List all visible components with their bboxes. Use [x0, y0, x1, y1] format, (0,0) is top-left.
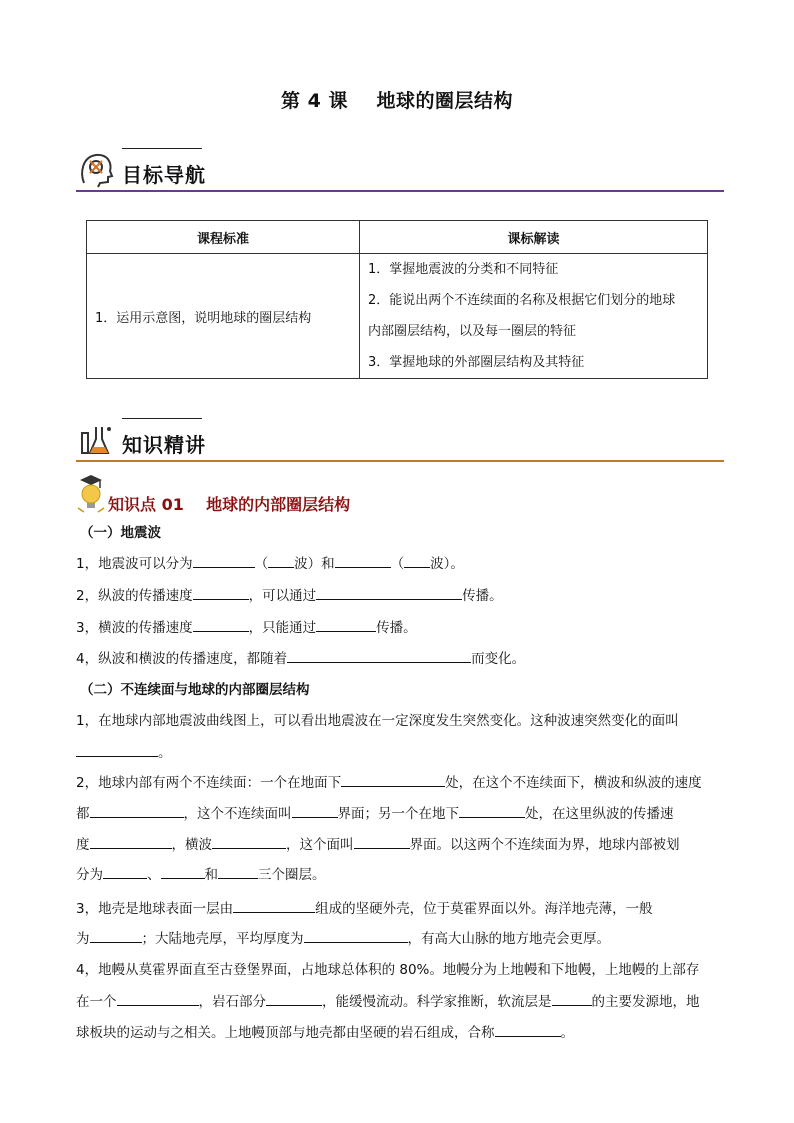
section-header-knowledge — [76, 418, 724, 462]
text: 波）。 — [430, 556, 464, 572]
text: ，只能通过 — [248, 620, 317, 636]
text-line — [76, 960, 726, 980]
text: （ — [254, 556, 269, 572]
text: 界面；另一个在地下 — [337, 806, 459, 822]
text: 的主要发源地，地 — [591, 994, 700, 1010]
table-line: 2．能说出两个不连续面的名称及根据它们划分的地球 — [368, 293, 676, 308]
text-line — [76, 772, 726, 793]
text: 传播。 — [376, 620, 417, 636]
text: 组成的坚硬外壳，位于莫霍界面以外。海洋地壳薄，一般 — [315, 901, 653, 917]
blank[interactable] — [212, 834, 286, 849]
text: ，能缓慢流动。科学家推断，软流层是 — [322, 994, 552, 1010]
section-rule — [76, 460, 724, 462]
text: 分为 — [76, 867, 103, 883]
text: 都 — [76, 806, 90, 822]
section-header-target — [76, 148, 724, 192]
table-line: 1．掌握地震波的分类和不同特征 — [368, 262, 559, 277]
table-line: 3．掌握地球的外部圈层结构及其特征 — [368, 355, 585, 370]
text: 。 — [560, 1025, 574, 1041]
text: ，可以通过 — [248, 588, 317, 604]
blank[interactable] — [268, 553, 294, 568]
blank[interactable] — [459, 803, 525, 818]
page-title: 第 4 课 地球的圈层结构 — [281, 90, 513, 112]
text-line — [76, 1022, 726, 1043]
text-line — [76, 898, 726, 919]
text-line — [76, 617, 726, 638]
text: 2，纵波的传播速度 — [76, 588, 193, 604]
table-header: 课程标准 — [87, 221, 360, 254]
text: 、 — [147, 867, 161, 883]
table-header: 课标解读 — [360, 221, 708, 254]
text: ，有高大山脉的地方地壳会更厚。 — [407, 931, 610, 947]
blank[interactable] — [193, 585, 249, 600]
text: 界面。以这两个不连续面为界，地球内部被划 — [409, 837, 680, 853]
text-line — [76, 648, 726, 669]
text: 在一个 — [76, 994, 117, 1010]
text: 。 — [158, 745, 172, 761]
text: 球板块的运动与之相关。上地幔顶部与地壳都由坚硬的岩石组成，合称 — [76, 1025, 495, 1041]
text-line — [76, 711, 726, 731]
blank[interactable] — [76, 742, 158, 757]
text: ，这个面叫 — [286, 837, 354, 853]
graduate-bulb-icon — [76, 472, 106, 514]
blank[interactable] — [266, 991, 322, 1006]
text: ；大陆地壳厚，平均厚度为 — [141, 931, 304, 947]
text: ，横波 — [171, 837, 212, 853]
blank[interactable] — [304, 928, 408, 943]
text: 而变化。 — [471, 651, 526, 667]
blank[interactable] — [218, 864, 258, 879]
text-line — [76, 834, 726, 855]
flask-icon — [76, 419, 116, 459]
blank[interactable] — [287, 648, 471, 663]
text: 三个圈层。 — [258, 867, 326, 883]
blank[interactable] — [495, 1022, 561, 1037]
subheading: （二）不连续面与地球的内部圈层结构 — [80, 682, 310, 698]
blank[interactable] — [552, 991, 592, 1006]
text: 4，纵波和横波的传播速度，都随着 — [76, 651, 288, 667]
blank[interactable] — [354, 834, 410, 849]
text-line — [76, 864, 726, 885]
text-line — [76, 553, 726, 574]
text: 3，横波的传播速度 — [76, 620, 193, 636]
table-line: 内部圈层结构，以及每一圈层的特征 — [368, 324, 577, 339]
text: 3，地壳是地球表面一层由 — [76, 901, 234, 917]
text: 处，在这里纵波的传播速 — [525, 806, 674, 822]
section-rule — [76, 190, 724, 192]
blank[interactable] — [117, 991, 199, 1006]
text-line — [76, 991, 726, 1012]
text-line — [76, 803, 726, 824]
text: 波）和 — [294, 556, 335, 572]
blank[interactable] — [103, 864, 147, 879]
section-label: 目标导航 — [122, 163, 206, 187]
header-top-line — [122, 148, 202, 149]
header-top-line — [122, 418, 202, 419]
standards-table — [86, 220, 708, 379]
text: 1，地震波可以分为 — [76, 556, 193, 572]
text-line — [76, 585, 726, 606]
table-cell — [360, 254, 708, 379]
blank[interactable] — [341, 772, 445, 787]
text: 为 — [76, 931, 90, 947]
blank[interactable] — [90, 803, 184, 818]
blank[interactable] — [292, 803, 338, 818]
blank[interactable] — [316, 585, 462, 600]
knowledge-point-label: 知识点 01 地球的内部圈层结构 — [108, 495, 351, 514]
text: 处，在这个不连续面下，横波和纵波的速度 — [445, 775, 702, 791]
text: 和 — [204, 867, 218, 883]
text-line — [76, 928, 726, 949]
blank[interactable] — [233, 898, 315, 913]
text: 4，地幔从莫霍界面直至古登堡界面，占地球总体积的 80%。地幔分为上地幔和下地幔，上地幔的上部存 — [76, 962, 700, 978]
blank[interactable] — [316, 617, 376, 632]
text-line — [76, 742, 726, 763]
text: 2，地球内部有两个不连续面：一个在地面下 — [76, 775, 342, 791]
blank[interactable] — [90, 928, 142, 943]
table-cell: 1．运用示意图，说明地球的圈层结构 — [87, 254, 360, 379]
blank[interactable] — [193, 617, 249, 632]
blank[interactable] — [335, 553, 391, 568]
text: ，这个不连续面叫 — [183, 806, 292, 822]
text: 度 — [76, 837, 90, 853]
subheading: （一）地震波 — [80, 525, 161, 541]
blank[interactable] — [193, 553, 255, 568]
text: 1，在地球内部地震波曲线图上，可以看出地震波在一定深度发生突然变化。这种波速突然变化的面叫 — [76, 713, 679, 729]
head-gear-icon — [76, 149, 116, 189]
section-label: 知识精讲 — [122, 433, 206, 457]
blank[interactable] — [90, 834, 172, 849]
text: 传播。 — [462, 588, 503, 604]
blank[interactable] — [404, 553, 430, 568]
blank[interactable] — [161, 864, 205, 879]
text: ，岩石部分 — [198, 994, 266, 1010]
text: （ — [390, 556, 405, 572]
